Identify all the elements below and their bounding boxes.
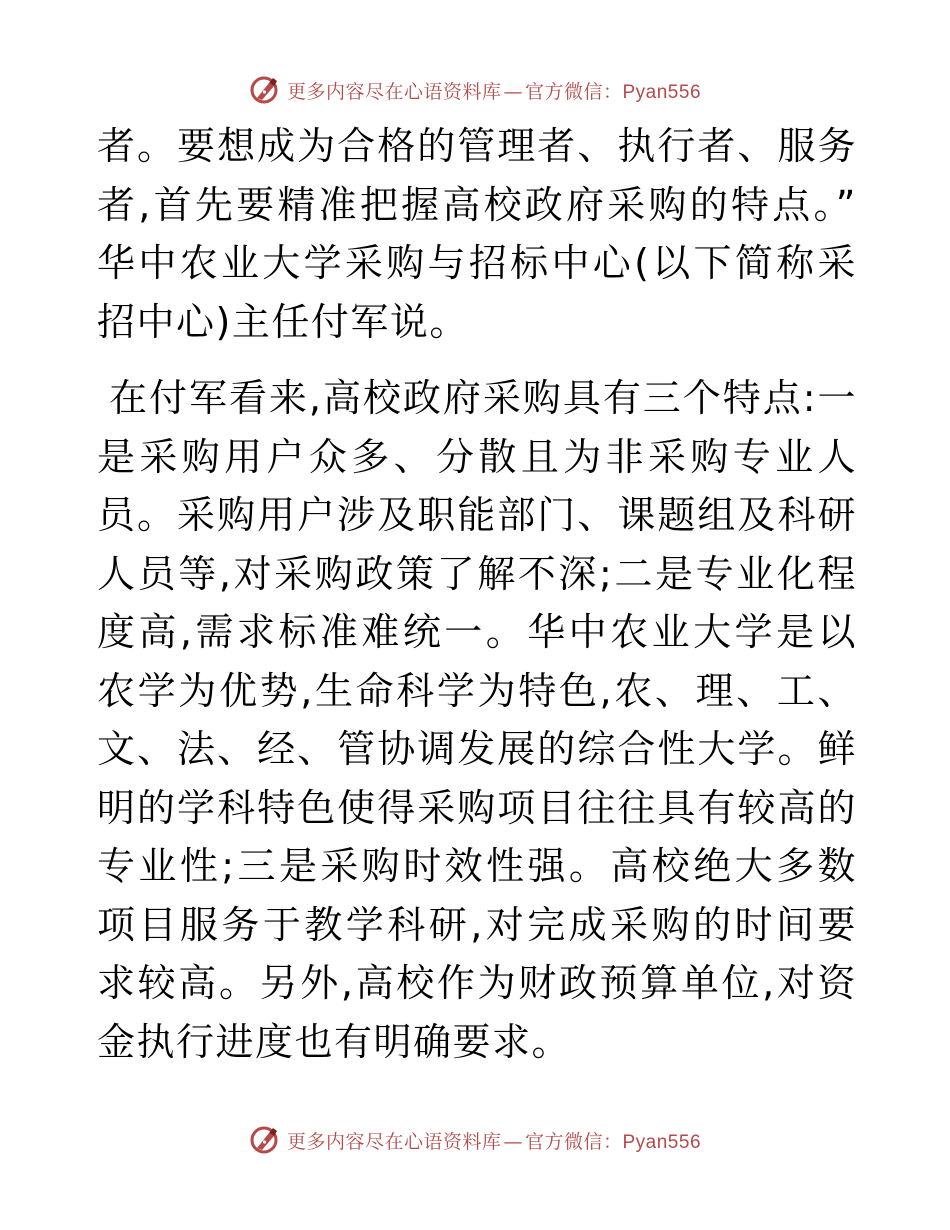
document-body xyxy=(97,117,857,1071)
pen-nib-circle-icon xyxy=(249,74,281,106)
header-banner-suffix: 官方微信： xyxy=(524,80,623,103)
header-banner-title: 更多内容尽在心语资料库 xyxy=(286,80,502,103)
footer-banner-dash: — xyxy=(503,1130,523,1153)
header-banner-dash: — xyxy=(503,80,523,103)
header-banner-wechat-id: Pyan556 xyxy=(622,81,702,103)
body-paragraph-1: 者。要想成为合格的管理者、执行者、服务者,首先要精准把握高校政府采购的特点。” 华中农业大学采购与招标中心(以下简称采招中心)主任付军说。 xyxy=(97,124,857,344)
body-paragraph-2: 在付军看来,高校政府采购具有三个特点:一是采购用户众多、分散且为非采购专业人员。采购用户涉及职能部门、课题组及科研人员等,对采购政策了解不深;二是专业化程度高,需求标准难统一。华中农业大学是以农学为优势,生命科学为特色,农、理、工、文、法、经、管协调发展的综合性大学。鲜明的学科特色使得采购项目往往具有较高的专业性;三是采购时效性强。高校绝大多数项目服务于教学科研,对完成采购的时间要求较高。另外,高校作为财政预算单位,对资金执行进度也有明确要求。 xyxy=(97,376,857,1064)
pen-nib-circle-icon xyxy=(249,1124,281,1156)
footer-banner-title: 更多内容尽在心语资料库 xyxy=(286,1130,502,1153)
footer-banner-wechat-id: Pyan556 xyxy=(622,1131,702,1153)
footer-banner-suffix: 官方微信： xyxy=(524,1130,623,1153)
footer-banner xyxy=(0,1120,950,1160)
footer-banner-text xyxy=(287,1127,701,1154)
header-banner xyxy=(0,70,950,110)
header-banner-text xyxy=(287,77,701,104)
